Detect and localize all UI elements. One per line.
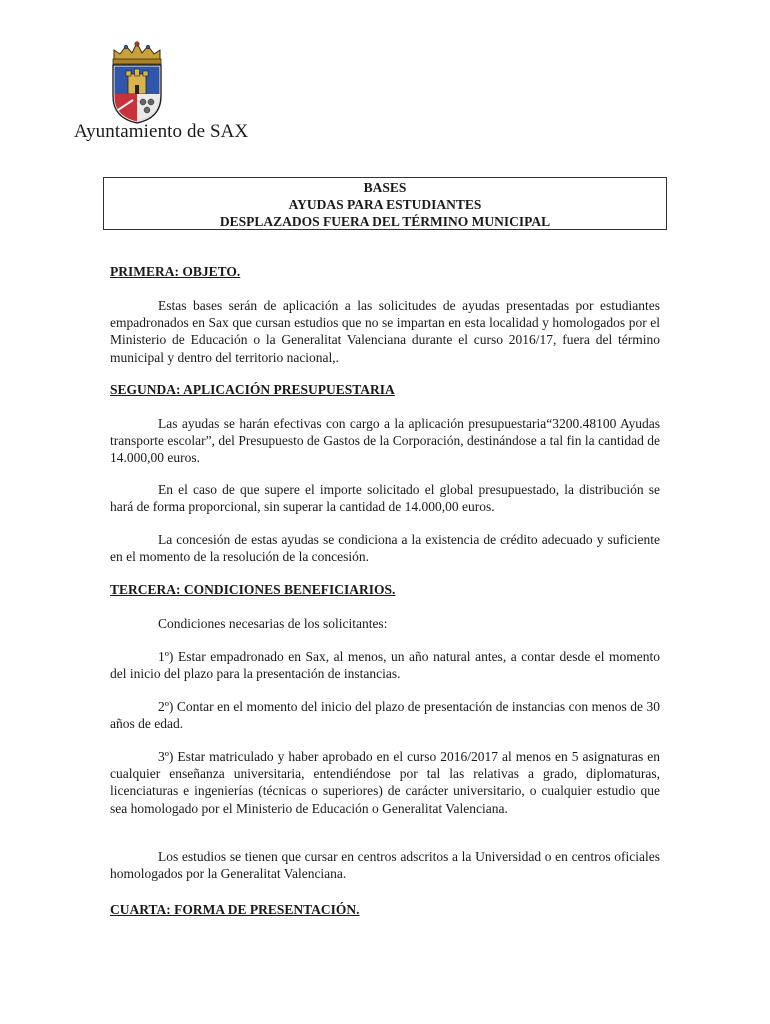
section-heading-segunda: SEGUNDA: APLICACIÓN PRESUPUESTARIA [110, 382, 395, 397]
paragraph-condiciones: Condiciones necesarias de los solicitantes: [158, 616, 388, 631]
organization-name: Ayuntamiento de SAX [74, 121, 249, 142]
coat-of-arms-icon [106, 40, 168, 124]
paragraph-concesion: La concesión de estas ayudas se condiciona a la existencia de crédito adecuado y suficiente en el momento de la resolución de la concesión. [110, 532, 660, 565]
section-heading-primera: PRIMERA: OBJETO. [110, 264, 241, 279]
title-line-2: AYUDAS PARA ESTUDIANTES [288, 197, 482, 212]
paragraph-condicion-1: 1º) Estar empadronado en Sax, al menos, un año natural antes, a contar desde el momento del inicio del plazo para la presentación de instancias. [110, 649, 660, 682]
title-line-3: DESPLAZADOS FUERA DEL TÉRMINO MUNICIPAL [219, 214, 551, 229]
paragraph-distribucion: En el caso de que supere el importe solicitado el global presupuestado, la distribución se hará de forma proporcional, sin superar la cantidad de 14.000,00 euros. [110, 482, 660, 515]
title-line-1: BASES [363, 180, 407, 195]
section-heading-cuarta: CUARTA: FORMA DE PRESENTACIÓN. [110, 902, 360, 917]
paragraph-objeto: Estas bases serán de aplicación a las solicitudes de ayudas presentadas por estudiantes empadronados en Sax que cursan estudios que no se impartan en esta localidad y homologados por el Ministerio de Educación o la Generalitat Valenciana durante el curso 2016/17, fuera del término municipal y dentro del territorio nacional,. [110, 298, 660, 365]
paragraph-condicion-2: 2º) Contar en el momento del inicio del plazo de presentación de instancias con menos de 30 años de edad. [110, 699, 660, 732]
paragraph-condicion-3: 3º) Estar matriculado y haber aprobado en el curso 2016/2017 al menos en 5 asignaturas en cualquier enseñanza universitaria, entendiéndose por tal las relativas a grado, diplomaturas, licenciaturas e ingenierías (técnicas o superiores) de carácter universitario, o cualquier estudio que sea homologado por el Ministerio de Educación o Generalitat Valenciana. [110, 749, 660, 816]
document-title-box [103, 177, 667, 230]
paragraph-aplicacion: Las ayudas se harán efectivas con cargo a la aplicación presupuestaria“3200.48100 Ayudas transporte escolar”, del Presupuesto de Gastos de la Corporación, destinándose a tal fin la cantidad de 14.000,00 euros. [110, 416, 660, 466]
section-heading-tercera: TERCERA: CONDICIONES BENEFICIARIOS. [110, 582, 396, 597]
paragraph-centros: Los estudios se tienen que cursar en centros adscritos a la Universidad o en centros oficiales homologados por la Generalitat Valenciana. [110, 849, 660, 882]
